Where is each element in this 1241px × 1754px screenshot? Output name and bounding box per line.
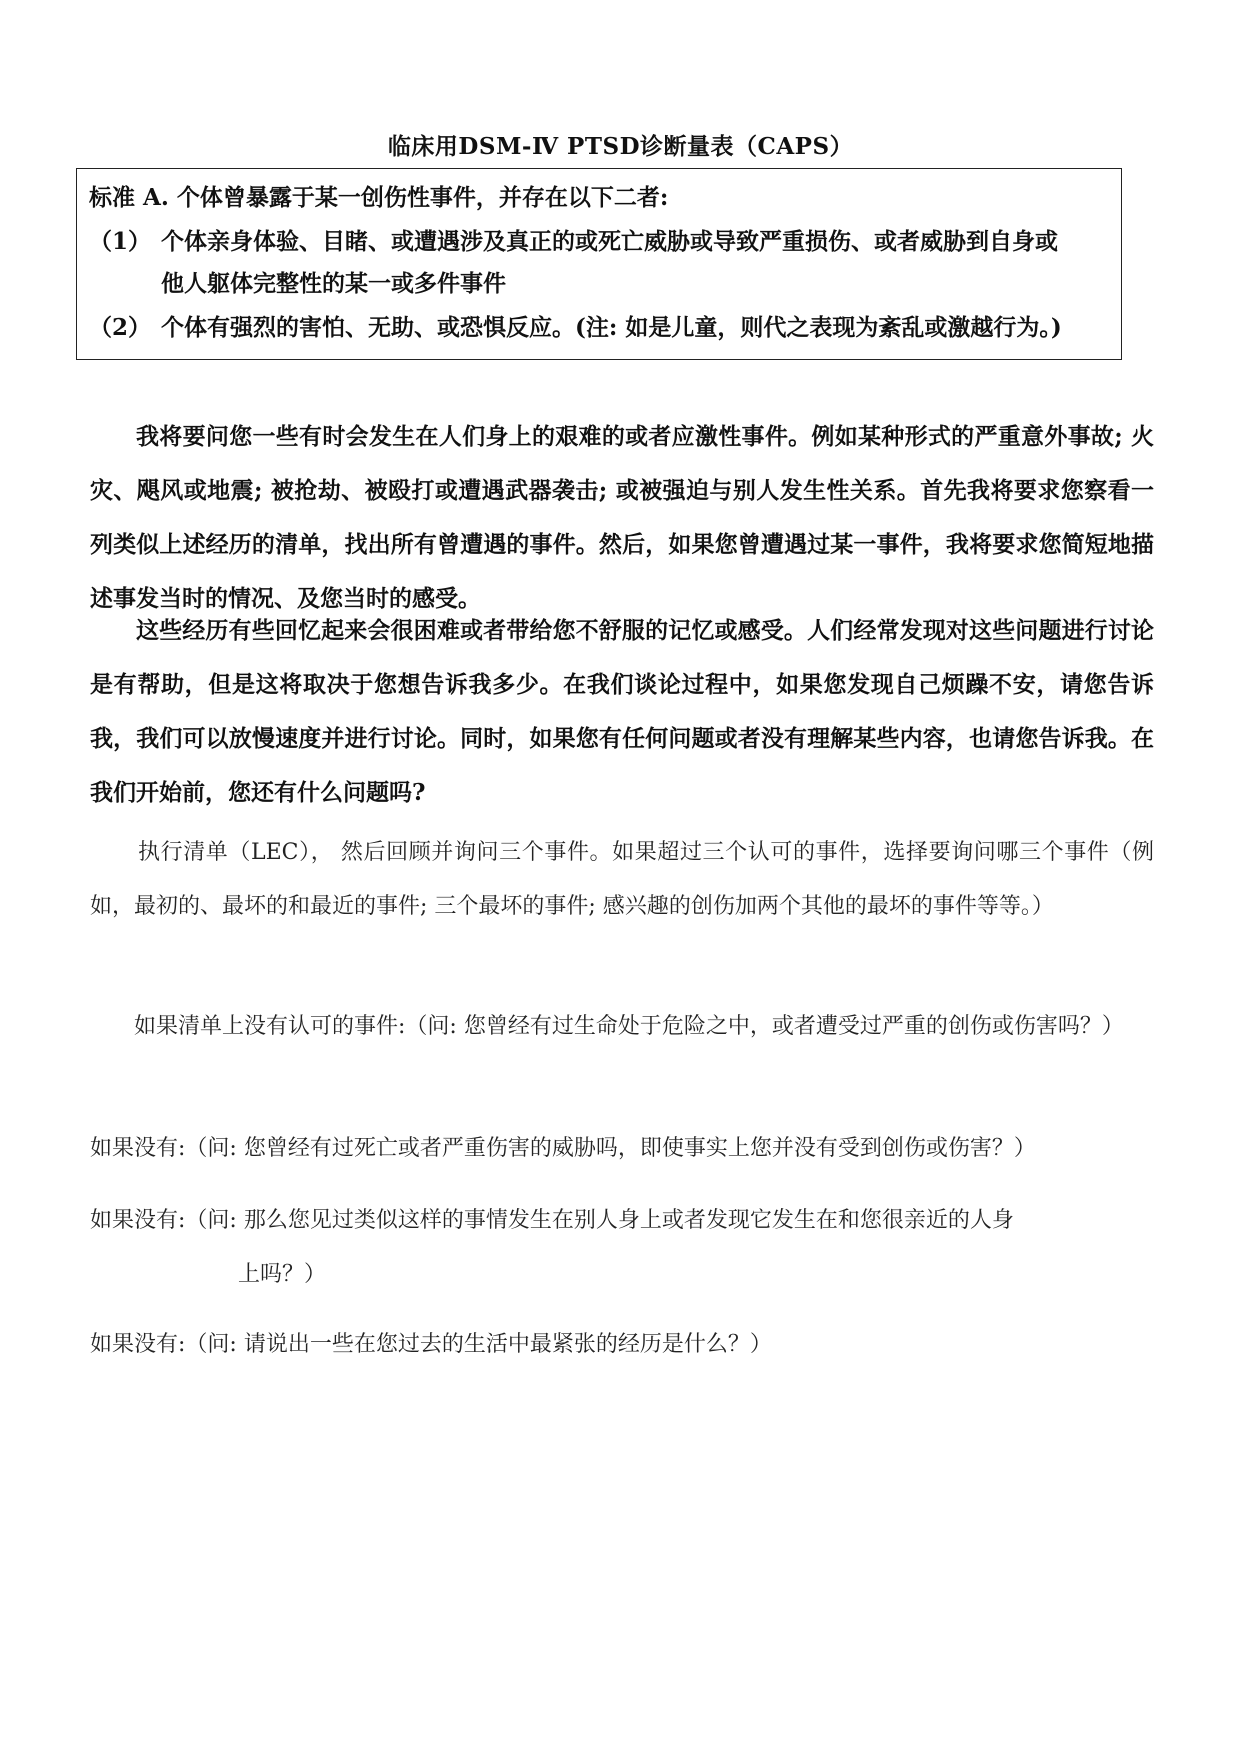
intro-paragraph-2: 这些经历有些回忆起来会很困难或者带给您不舒服的记忆或感受。人们经常发现对这些问题进行讨论是有帮助，但是这将取决于您想告诉我多少。在我们谈论过程中，如果您发现自己烦躁不安，请您告诉我，我们可以放慢速度并进行讨论。同时，如果您有任何问题或者没有理解某些内容，也请您告诉我。在我们开始前，您还有什么问题吗? bbox=[90, 617, 1154, 806]
item-1-text: 个体亲身体验、目睹、或遭遇涉及真正的或死亡威胁或导致严重损伤、或者威胁到自身或 bbox=[161, 228, 1058, 255]
item-2-number: （2） bbox=[89, 314, 152, 341]
lec-instruction: 执行清单（LEC）， 然后回顾并询问三个事件。如果超过三个认可的事件，选择要询问哪三个事件（例如，最初的、最坏的和最近的事件; 三个最坏的事件; 感兴趣的创伤加两个其他的最坏的事件等等。） bbox=[90, 840, 1154, 919]
criterion-a-box bbox=[76, 168, 1122, 360]
document-title: 临床用DSM-Ⅳ PTSD诊断量表（CAPS） bbox=[387, 133, 854, 160]
intro-paragraph-1: 我将要问您一些有时会发生在人们身上的艰难的或者应激性事件。例如某种形式的严重意外事故; 火灾、飓风或地震; 被抢劫、被殴打或遭遇武器袭击; 或被强迫与别人发生性关系。首先我将要求您察看一列类似上述经历的清单，找出所有曾遭遇的事件。然后，如果您曾遭遇过某一事件，我将要求您简短地描述事发当时的情况、及您当时的感受。 bbox=[90, 423, 1154, 612]
criterion-a-item-1-continued: 他人躯体完整性的某一或多件事件 bbox=[161, 270, 506, 297]
probe-question-0: 如果清单上没有认可的事件:（问: 您曾经有过生命处于危险之中，或者遭受过严重的创伤或伤害吗？） bbox=[134, 1014, 1124, 1039]
probe-question-3: 如果没有:（问: 请说出一些在您过去的生活中最紧张的经历是什么？） bbox=[90, 1332, 772, 1357]
item-1-number: （1） bbox=[89, 228, 152, 255]
probe-question-2-continued: 上吗？） bbox=[238, 1262, 327, 1287]
item-2-text: 个体有强烈的害怕、无助、或恐惧反应。(注: 如是儿童，则代之表现为紊乱或激越行为。) bbox=[161, 314, 1062, 341]
criterion-a-item-2 bbox=[89, 309, 1062, 342]
probe-question-2: 如果没有:（问: 那么您见过类似这样的事情发生在别人身上或者发现它发生在和您很亲近的人身 bbox=[90, 1208, 1014, 1233]
probe-question-1: 如果没有:（问: 您曾经有过死亡或者严重伤害的威胁吗，即使事实上您并没有受到创伤或伤害？） bbox=[90, 1136, 1036, 1161]
criterion-a-item-1 bbox=[89, 223, 1058, 256]
criterion-a-heading: 标准 A. 个体曾暴露于某一创伤性事件，并存在以下二者: bbox=[89, 184, 669, 211]
